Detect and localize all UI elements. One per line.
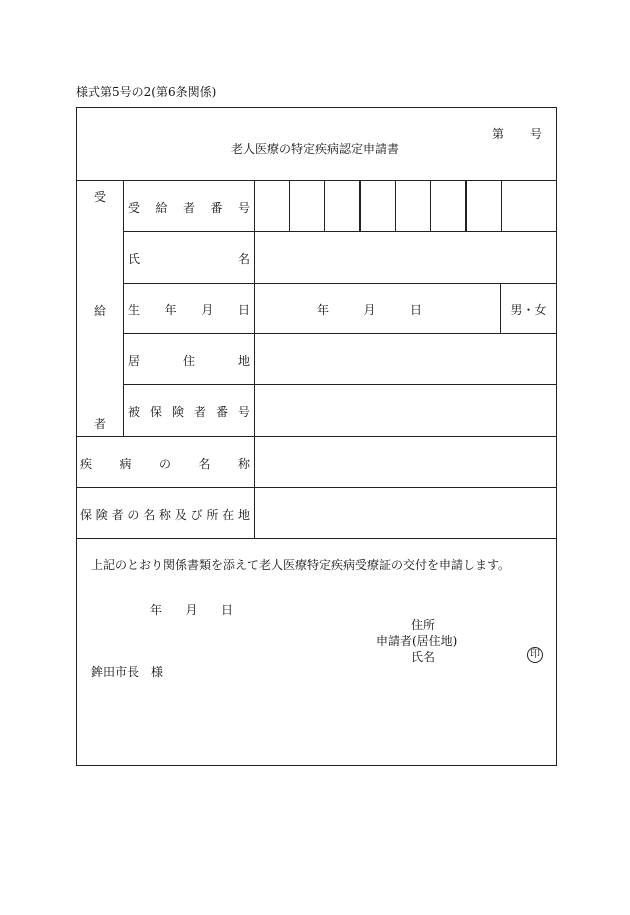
recipient-group-char-3: 者	[93, 417, 106, 431]
recipient-number-box-3[interactable]	[325, 181, 359, 231]
insured-number-field[interactable]	[255, 385, 556, 436]
recipient-group-char-2: 給	[93, 304, 106, 318]
disease-name-field[interactable]	[255, 437, 556, 487]
issue-number-label: 第 号	[492, 127, 542, 141]
recipient-number-box-1[interactable]	[255, 181, 289, 231]
applicant-label: 申請者(居住地)	[376, 634, 458, 648]
birthdate-label: 生 年 月 日	[128, 303, 250, 317]
form-title: 老人医療の特定疾病認定申請書	[230, 142, 399, 156]
recipient-number-box-2[interactable]	[290, 181, 324, 231]
insured-number-label: 被 保 険 者 番 号	[128, 405, 250, 419]
recipient-number-box-5[interactable]	[396, 181, 430, 231]
disease-name-label: 疾 病 の 名 称	[80, 457, 250, 471]
seal-mark: 印	[527, 647, 543, 663]
address-field[interactable]	[255, 334, 556, 384]
applicant-address-label: 住所	[411, 618, 436, 632]
addressee: 鉾田市長 様	[91, 665, 164, 679]
name-field[interactable]	[255, 232, 556, 283]
name-label: 氏 名	[128, 252, 250, 266]
birthdate-field[interactable]: 年 月 日	[317, 303, 422, 317]
recipient-number-label: 受 給 者 番 号	[128, 201, 250, 215]
application-statement: 上記のとおり関係書類を添えて老人医療特定疾病受療証の交付を申請します。	[91, 558, 511, 572]
recipient-group-char-1: 受	[93, 190, 106, 204]
recipient-number-box-4[interactable]	[361, 181, 395, 231]
recipient-number-box-6[interactable]	[431, 181, 465, 231]
applicant-name-label: 氏名	[411, 650, 436, 664]
address-label: 居 住 地	[128, 354, 250, 368]
form-reference: 様式第5号の2(第6条関係)	[76, 85, 217, 99]
insurer-name-address-field[interactable]	[255, 488, 556, 538]
gender-selector[interactable]: 男・女	[510, 303, 547, 317]
recipient-number-box-7[interactable]	[467, 181, 501, 231]
insurer-name-address-label: 保 険 者 の 名 称 及 び 所 在 地	[80, 508, 250, 522]
application-date-field[interactable]: 年 月 日	[150, 603, 233, 617]
